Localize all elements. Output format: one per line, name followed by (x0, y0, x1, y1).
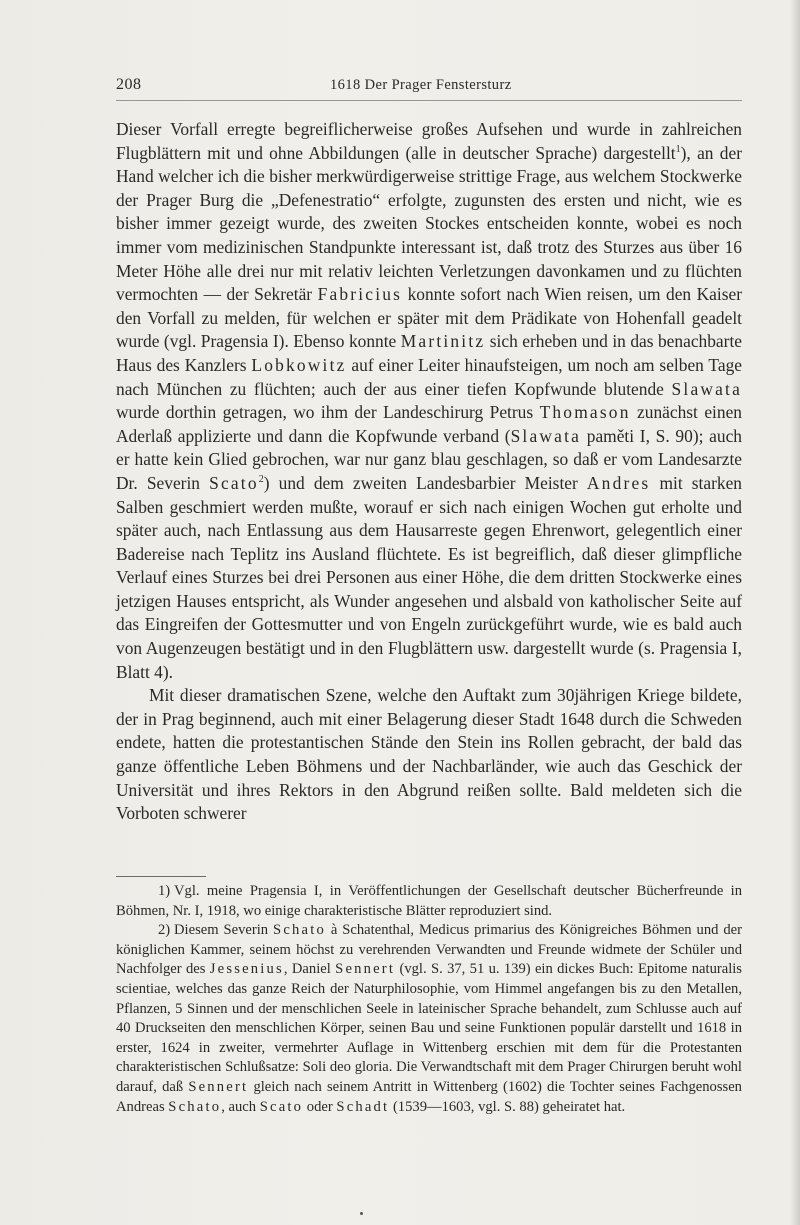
name-schato: Schato (273, 922, 326, 939)
name-sennert: Sennert (335, 961, 396, 978)
footnote-2: 2) Diesem Severin Schato à Schatenthal, Medicus primarius des Königreiches Böhmen und der königlichen Kammer, seinem höchst zu verehrenden Verwandten und Freunde widmete der Schüler und Nachfolger des Jessenius, Daniel Sennert (vgl. S. 37, 51 u. 139) ein dickes Buch: Epitome naturalis scientiae, welches das ganze Reich der Naturphilosophie, vom Himmel angefangen bis zu den Metallen, Pflanzen, 5 Sinnen und der menschlichen Seele in lateinischer Sprache behandelt, zum Schlusse auch auf 40 Druckseiten den menschlichen Körper, seinen Bau und seine Funktionen populär darstellt und 1618 in erster, 1624 in zweiter, vermehrter Auflage in Wittenberg erschien mit dem für die Protestanten charakteristischen Schlußsatze: Soli deo gloria. Die Verwandtschaft mit dem Prager Chirurgen beruht wohl darauf, daß Sennert gleich nach seinem Antritt in Wittenberg (1602) die Tochter seines Fachgenossen Andreas Schato, auch Scato oder Schadt (1539—1603, vgl. S. 88) geheiratet hat. (116, 922, 742, 1115)
footnotes (116, 882, 742, 1117)
name-andres: Andres (586, 472, 651, 493)
footnote-ref-2: 2 (258, 473, 264, 485)
name-martinitz: Martinitz (400, 331, 486, 352)
page-number: 208 (116, 76, 142, 93)
name-scato: Scato (209, 472, 259, 493)
name-schato-2: Schato (168, 1098, 222, 1115)
footnote-marker-2: 2) (158, 922, 171, 939)
running-title: 1618 Der Prager Fenstersturz (330, 77, 512, 93)
main-text (116, 118, 742, 826)
name-slawata: Slawata (671, 378, 742, 399)
name-scato-fn: Scato (259, 1098, 304, 1115)
running-head (116, 76, 742, 98)
header-rule (116, 100, 742, 101)
page-gutter-shadow (790, 0, 800, 1225)
name-thomason: Thomason (539, 402, 631, 423)
footnote-rule (116, 876, 206, 877)
name-slawata-2: Slawata (510, 425, 582, 446)
footnote-ref-1: 1 (675, 143, 681, 155)
print-speck (360, 1212, 363, 1215)
footnote-marker-1: 1) (158, 883, 171, 899)
paragraph-1: Dieser Vorfall erregte begreiflicherweise großes Aufsehen und wurde in zahlreichen Flugblättern mit und ohne Abbildungen (alle in deutscher Sprache) dargestellt$^1$), an der Hand welcher ich die bisher merkwürdigerweise strittige Frage, aus welchem Stockwerke der Prager Burg die „Defenestratio“ erfolgte, zugunsten des ersten und nicht, wie es bisher immer gezeigt wurde, des zweiten Stockes entscheiden konnte, wobei es noch immer vom medizinischen Standpunkte interessant ist, daß trotz des Sturzes aus über 16 Meter Höhe alle drei nur mit relativ leichten Verletzungen davonkamen und zu flüchten vermochten — der Sekretär Fabricius konnte sofort nach Wien reisen, um den Kaiser den Vorfall zu melden, für welchen er später mit dem Prädikate von Hohenfall geadelt wurde (vgl. Pragensia I). Ebenso konnte Martinitz sich erheben und in das benachbarte Haus des Kanzlers Lobkowitz auf einer Leiter hinaufsteigen, um noch am selben Tage nach München zu flüchten; auch der aus einer tiefen Kopfwunde blutende Slawata wurde dorthin getragen, wo ihm der Landeschirurg Petrus Thomason zunächst einen Aderlaß applizierte und dann die Kopfwunde verband (Slawata paměti I, S. 90); auch er hatte kein Glied gebrochen, war nur ganz blau geschlagen, so daß er vom Landesarzte Dr. Severin Scato$^2$) und dem zweiten Landesbarbier Meister Andres mit starken Salben geschmiert werden mußte, worauf er sich nach einigen Wochen gut erholte und später auch, nach Entlassung aus dem Hausarreste gegen Ehrenwort, gelegentlich einer Badereise nach Teplitz ins Ausland flüchtete. Es ist begreiflich, daß dieser glimpfliche Verlauf eines Sturzes bei drei Personen aus einer Höhe, die dem dritten Stockwerke eines jetzigen Hauses entspricht, als Wunder angesehen und alsbald von katholischer Seite auf das Eingreifen der Gottesmutter und von Engeln zurückgeführt wurde, wie es bald auch von Augenzeugen bestätigt und in den Flugblättern usw. dargestellt wurde (s. Pragensia I, Blatt 4). (116, 119, 743, 682)
name-lobkowitz: Lobkowitz (251, 354, 347, 375)
name-fabricius: Fabricius (317, 284, 403, 305)
name-schadt: Schadt (336, 1098, 390, 1115)
name-sennert-2: Sennert (188, 1078, 249, 1095)
footnote-1: 1) Vgl. meine Pragensia I, in Veröffentlichungen der Gesellschaft deutscher Bücherfreunde in Böhmen, Nr. I, 1918, wo einige charakteristische Blätter reproduziert sind. (116, 883, 742, 919)
paragraph-2: Mit dieser dramatischen Szene, welche den Auftakt zum 30jährigen Kriege bildete, der in Prag beginnend, auch mit einer Belagerung dieser Stadt 1648 durch die Schweden endete, hatten die protestantischen Stände den Stein ins Rollen gebracht, der bald das ganze öffentliche Leben Böhmens und der Nachbarländer, wie auch das Geschick der Universität und ihres Rektors in den Abgrund reißen sollte. Bald meldeten sich die Vorboten schwerer (116, 685, 742, 824)
name-jessenius: Jessenius (209, 961, 284, 978)
